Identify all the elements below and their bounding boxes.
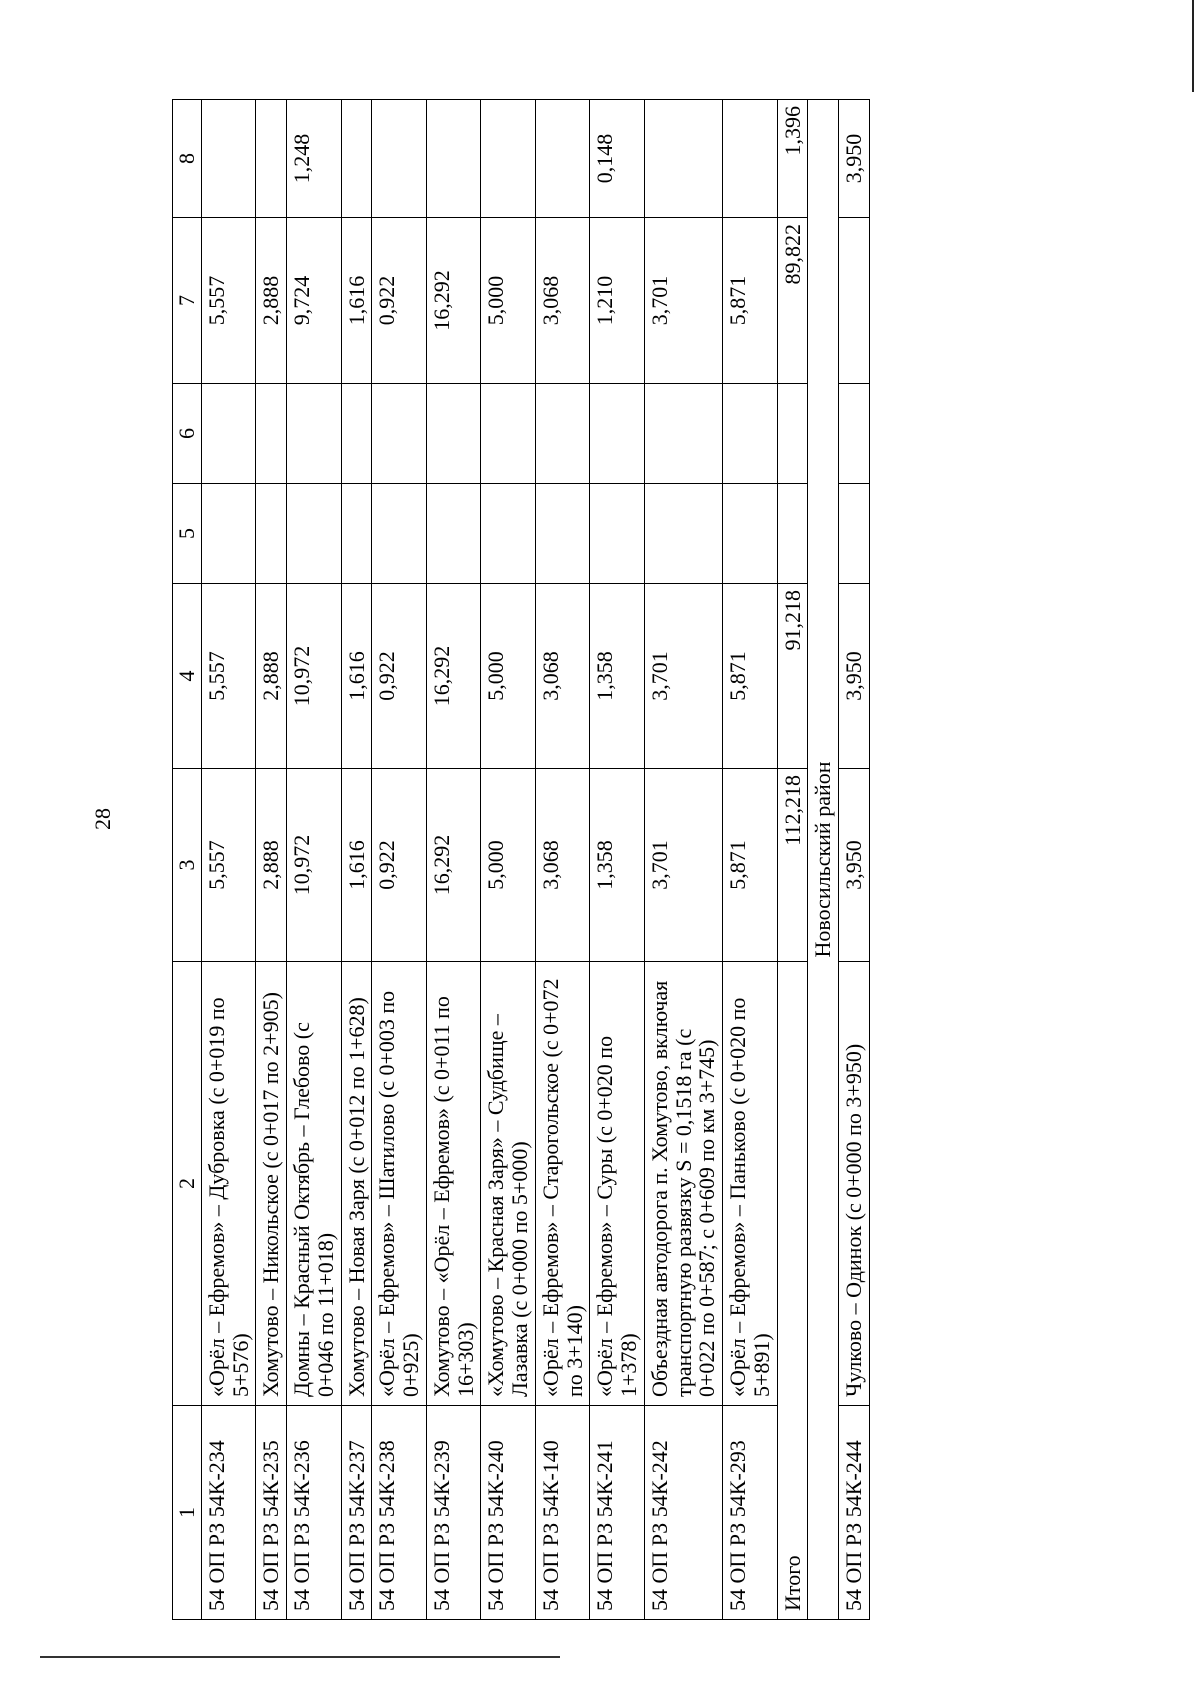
length-total-cell: 5,871: [723, 769, 778, 962]
table-row: [256, 100, 287, 1620]
length-total-cell: 2,888: [256, 769, 287, 962]
length-total-cell: 1,616: [341, 769, 372, 962]
road-name-cell: «Орёл – Ефремов» – Шатилово (с 0+003 по 0+925): [372, 962, 427, 1406]
road-code-cell: 54 ОП РЗ 54К-236: [287, 1406, 342, 1620]
length-c7-cell: 1,210: [590, 218, 645, 384]
road-code-cell: 54 ОП РЗ 54К-244: [839, 1406, 870, 1620]
bottom-rule: [40, 1656, 560, 1658]
table-row: [201, 100, 256, 1620]
table-row: [481, 100, 536, 1620]
length-c8-cell: [481, 100, 536, 218]
column-number: 7: [173, 218, 202, 384]
total-c3-cell: 112,218: [777, 769, 808, 962]
length-c4-cell: 5,871: [723, 584, 778, 769]
length-c6-cell: [256, 384, 287, 484]
length-total-cell: 3,068: [535, 769, 590, 962]
length-c5-cell: [481, 484, 536, 584]
length-c4-cell: 16,292: [426, 584, 481, 769]
length-c4-cell: 0,922: [372, 584, 427, 769]
length-c8-cell: [426, 100, 481, 218]
length-c8-cell: [341, 100, 372, 218]
length-c5-cell: [201, 484, 256, 584]
length-c4-cell: 1,358: [590, 584, 645, 769]
column-number: 1: [173, 1406, 202, 1620]
road-name-cell: Домны – Красный Октябрь – Глебово (с 0+046 по 11+018): [287, 962, 342, 1406]
total-empty-cell: [777, 384, 808, 484]
length-c7-cell: 5,000: [481, 218, 536, 384]
road-name-cell: «Орёл – Ефремов» – Дубровка (с 0+019 по 5+576): [201, 962, 256, 1406]
length-c4-cell: 5,000: [481, 584, 536, 769]
road-code-cell: 54 ОП РЗ 54К-239: [426, 1406, 481, 1620]
total-c8-cell: 1,396: [777, 100, 808, 218]
length-c5-cell: [256, 484, 287, 584]
total-row: [777, 100, 808, 1620]
road-code-cell: 54 ОП РЗ 54К-140: [535, 1406, 590, 1620]
table-row: [372, 100, 427, 1620]
district-heading: Новосильский район: [808, 100, 839, 1620]
length-c8-cell: [256, 100, 287, 218]
column-number: 4: [173, 584, 202, 769]
table-row: [839, 100, 870, 1620]
length-c5-cell: [839, 484, 870, 584]
total-c7-cell: 89,822: [777, 218, 808, 384]
road-name-cell: «Орёл – Ефремов» – Суры (с 0+020 по 1+378): [590, 962, 645, 1406]
length-c5-cell: [287, 484, 342, 584]
table-row: [426, 100, 481, 1620]
road-name-cell: «Хомутово – Красная Заря» – Судбище – Лазавка (с 0+000 по 5+000): [481, 962, 536, 1406]
road-code-cell: 54 ОП РЗ 54К-237: [341, 1406, 372, 1620]
length-total-cell: 16,292: [426, 769, 481, 962]
length-total-cell: 1,358: [590, 769, 645, 962]
length-c4-cell: 2,888: [256, 584, 287, 769]
length-c6-cell: [839, 384, 870, 484]
length-c7-cell: 3,068: [535, 218, 590, 384]
table-row: [590, 100, 645, 1620]
column-number: 3: [173, 769, 202, 962]
length-c8-cell: [535, 100, 590, 218]
length-c7-cell: 3,701: [644, 218, 722, 384]
length-c5-cell: [644, 484, 722, 584]
length-c8-cell: [201, 100, 256, 218]
length-c6-cell: [723, 384, 778, 484]
column-number: 2: [173, 962, 202, 1406]
length-c5-cell: [426, 484, 481, 584]
length-c8-cell: [644, 100, 722, 218]
table-row: [341, 100, 372, 1620]
length-c4-cell: 3,068: [535, 584, 590, 769]
length-c7-cell: 16,292: [426, 218, 481, 384]
length-c6-cell: [426, 384, 481, 484]
table-body: [173, 100, 870, 1620]
length-c8-cell: [723, 100, 778, 218]
length-total-cell: 5,000: [481, 769, 536, 962]
length-c7-cell: 2,888: [256, 218, 287, 384]
total-c4-cell: 91,218: [777, 584, 808, 769]
length-c6-cell: [287, 384, 342, 484]
table-row: [535, 100, 590, 1620]
length-total-cell: 3,701: [644, 769, 722, 962]
column-number-row: [173, 100, 202, 1620]
length-c7-cell: 1,616: [341, 218, 372, 384]
length-c5-cell: [535, 484, 590, 584]
road-name-cell: «Орёл – Ефремов» – Старогольское (с 0+072 по 3+140): [535, 962, 590, 1406]
column-number: 6: [173, 384, 202, 484]
length-c7-cell: [839, 218, 870, 384]
table-row: [287, 100, 342, 1620]
road-code-cell: 54 ОП РЗ 54К-242: [644, 1406, 722, 1620]
length-c4-cell: 3,950: [839, 584, 870, 769]
length-c5-cell: [723, 484, 778, 584]
road-name-cell: Хомутово – Новая Заря (с 0+012 по 1+628): [341, 962, 372, 1406]
rotated-table-wrapper: [172, 100, 870, 1620]
length-c5-cell: [590, 484, 645, 584]
length-c5-cell: [372, 484, 427, 584]
length-total-cell: 10,972: [287, 769, 342, 962]
length-c7-cell: 9,724: [287, 218, 342, 384]
length-c7-cell: 0,922: [372, 218, 427, 384]
length-c8-cell: 0,148: [590, 100, 645, 218]
district-row: [808, 100, 839, 1620]
road-name-cell: Чулково – Одинок (с 0+000 по 3+950): [839, 962, 870, 1406]
road-name-cell: Хомутово – «Орёл – Ефремов» (с 0+011 по 16+303): [426, 962, 481, 1406]
length-c4-cell: 1,616: [341, 584, 372, 769]
total-label: Итого: [777, 962, 808, 1620]
length-c7-cell: 5,557: [201, 218, 256, 384]
page-number: 28: [90, 808, 115, 830]
column-number: 8: [173, 100, 202, 218]
length-c4-cell: 5,557: [201, 584, 256, 769]
road-name-cell: Объездная автодорога п. Хомутово, включая транспортную развязку S = 0,1518 га (с 0+022 по 0+587; с 0+609 по км 3+745): [644, 962, 722, 1406]
table-row: [723, 100, 778, 1620]
length-c4-cell: 3,701: [644, 584, 722, 769]
road-code-cell: 54 ОП РЗ 54К-241: [590, 1406, 645, 1620]
road-name-cell: «Орёл – Ефремов» – Паньково (с 0+020 по 5+891): [723, 962, 778, 1406]
length-c6-cell: [372, 384, 427, 484]
length-total-cell: 5,557: [201, 769, 256, 962]
length-c8-cell: 3,950: [839, 100, 870, 218]
length-c8-cell: [372, 100, 427, 218]
roads-table: [172, 99, 870, 1620]
road-code-cell: 54 ОП РЗ 54К-235: [256, 1406, 287, 1620]
edge-rule: [1192, 0, 1194, 92]
road-code-cell: 54 ОП РЗ 54К-238: [372, 1406, 427, 1620]
table-row: [644, 100, 722, 1620]
length-c6-cell: [201, 384, 256, 484]
length-c6-cell: [535, 384, 590, 484]
length-c6-cell: [341, 384, 372, 484]
length-c6-cell: [481, 384, 536, 484]
length-total-cell: 0,922: [372, 769, 427, 962]
length-c4-cell: 10,972: [287, 584, 342, 769]
length-c6-cell: [644, 384, 722, 484]
length-total-cell: 3,950: [839, 769, 870, 962]
length-c8-cell: 1,248: [287, 100, 342, 218]
length-c7-cell: 5,871: [723, 218, 778, 384]
road-code-cell: 54 ОП РЗ 54К-234: [201, 1406, 256, 1620]
length-c5-cell: [341, 484, 372, 584]
road-name-cell: Хомутово – Никольское (с 0+017 по 2+905): [256, 962, 287, 1406]
road-code-cell: 54 ОП РЗ 54К-240: [481, 1406, 536, 1620]
column-number: 5: [173, 484, 202, 584]
total-empty-cell: [777, 484, 808, 584]
road-code-cell: 54 ОП РЗ 54К-293: [723, 1406, 778, 1620]
length-c6-cell: [590, 384, 645, 484]
